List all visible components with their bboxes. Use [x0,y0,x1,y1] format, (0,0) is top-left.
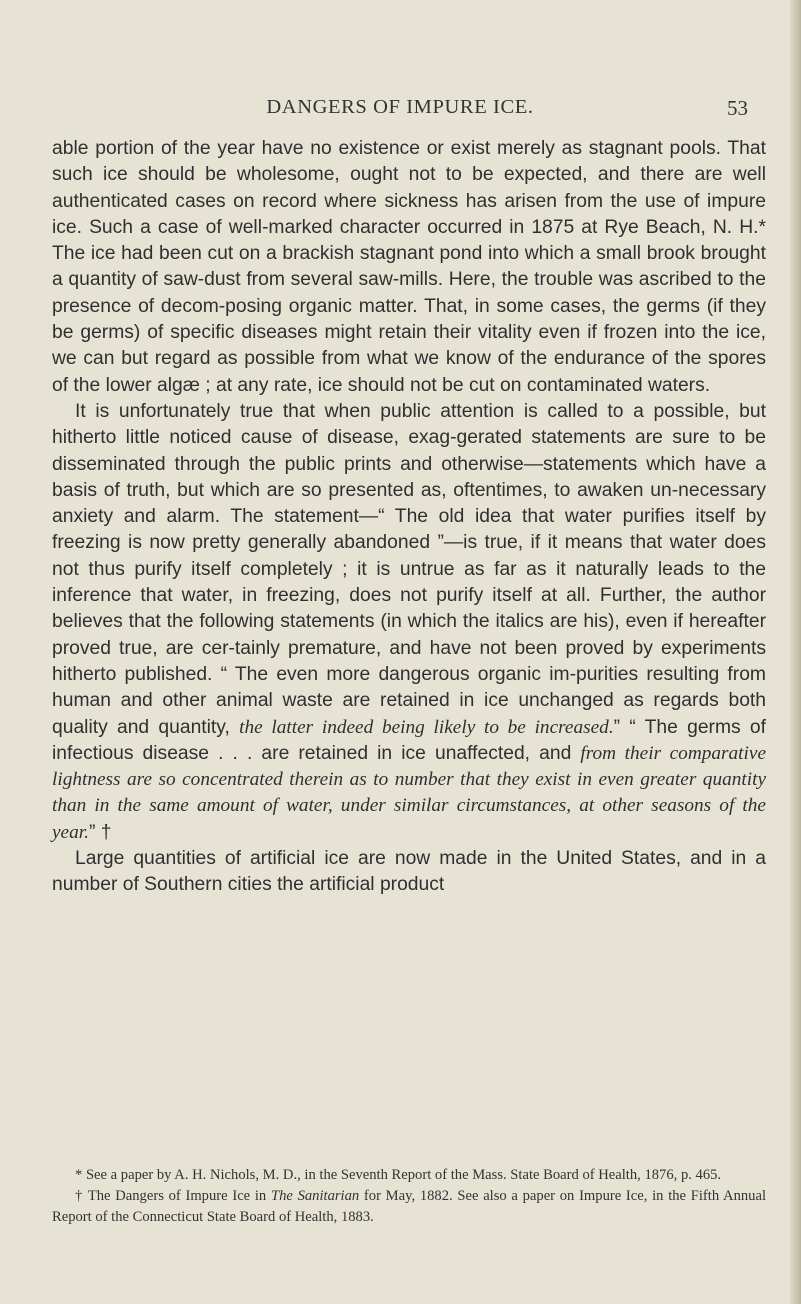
paragraph-2-text-3: ” † [88,821,112,843]
page-edge-shadow [790,0,801,1304]
footnote-2-italic: The Sanitarian [270,1188,360,1204]
paragraph-3: Large quantities of artificial ice are now made in the United States, and in a number of Southern cities the artificial product [52,848,766,896]
footnote-divider [52,1156,766,1157]
paragraph-2-text-1: It is unfortunately true that when public attention is called to a possible, but hitherto little noticed cause of disease, exag-gerated statements are sure to be disseminated through the public prints and otherwise—statements which have a basis of truth, but which are so presented as, oftentimes, to awaken un-necessary anxiety and alarm. The statement—“ The old idea that water purifies itself by freezing is now pretty generally abandoned ”—is true, if it means that water does not thus purify itself completely ; it is untrue as far as it naturally leads to the inference that water, in freezing, does not purify itself at all. Further, the author believes that the following statements (in which the italics are his), even if hereafter proved true, are cer-tainly premature, and have not been proved by experiments hitherto published. “ The even more dangerous organic im-purities resulting from human and other animal waste are retained in ice unchanged as regards both quality and quantity, [52,400,766,738]
footnotes [52,1165,766,1228]
page-number: 53 [727,96,748,120]
footnote-2-text-2: for May, 1882. See also a paper on Impure Ice, in the Fifth Annual Report of the Connecticut State Board of Health, 1883. [52,1188,767,1225]
page-header [0,96,801,126]
paragraph-2-text-2: ” “ The germs of infectious disease . . . are retained in ice unaffected, and [52,716,767,764]
footnote-2-text-1: † The Dangers of Impure Ice in [75,1188,271,1204]
body-text [52,136,766,899]
footnote-1: * See a paper by A. H. Nichols, M. D., in the Seventh Report of the Mass. State Board of Health, 1876, p. 465. [75,1167,722,1183]
paragraph-2 [52,399,766,846]
running-head: DANGERS OF IMPURE ICE. [266,96,534,118]
paragraph-1: able portion of the year have no existence or exist merely as stagnant pools. That such ice should be wholesome, ought not to be expected, and there are well authenticated cases on record where sickness has arisen from the use of impure ice. Such a case of well-marked character occurred in 1875 at Rye Beach, N. H.* The ice had been cut on a brackish stagnant pond into which a small brook brought a quantity of saw-dust from several saw-mills. Here, the trouble was ascribed to the presence of decom-posing organic matter. That, in some cases, the germs (if they be germs) of specific diseases might retain their vitality even if frozen into the ice, we can but regard as possible from what we know of the endurance of the spores of the lower algæ ; at any rate, ice should not be cut on contaminated waters. [52,138,766,396]
paragraph-2-italic-1: the latter indeed being likely to be increased. [239,716,614,738]
paragraph-2-italic-2: from their comparative lightness are so concentrated therein as to number that they exist in even greater quantity than in the same amount of water, under similar circumstances, at other seasons of the year. [52,742,766,843]
footnote-2 [52,1186,766,1228]
